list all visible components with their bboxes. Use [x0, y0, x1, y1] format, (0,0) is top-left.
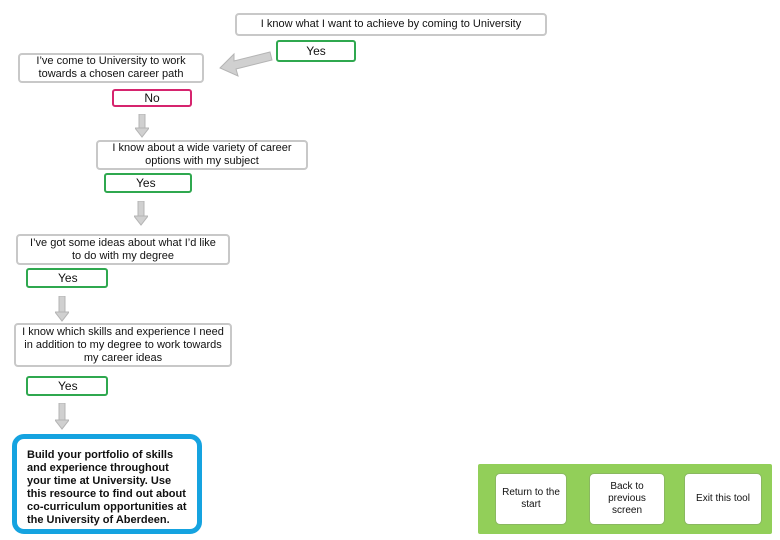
return-to-start-button[interactable]: Return to the start [495, 473, 567, 525]
answer-yes-button[interactable]: Yes [26, 268, 108, 288]
arrow-down-icon [55, 296, 69, 322]
question-skills-experience: I know which skills and experience I need in addition to my degree to work towards my career ideas [14, 323, 232, 367]
answer-yes-button[interactable]: Yes [276, 40, 356, 62]
arrow-down-icon [135, 114, 149, 138]
answer-yes-button[interactable]: Yes [26, 376, 108, 396]
arrow-left-icon [216, 46, 274, 78]
answer-yes-button[interactable]: Yes [104, 173, 192, 193]
outcome-career-path: I’ve come to University to work towards a chosen career path [18, 53, 204, 83]
final-advice: Build your portfolio of skills and experience throughout your time at University. Use this resource to find out about co-curriculum opportunities at the University of Aberdeen. [12, 434, 202, 534]
navigation-panel [478, 464, 772, 534]
arrow-down-icon [134, 201, 148, 226]
question-career-options: I know about a wide variety of career options with my subject [96, 140, 308, 170]
back-to-previous-button[interactable]: Back to previous screen [589, 473, 665, 525]
exit-tool-button[interactable]: Exit this tool [684, 473, 762, 525]
arrow-down-icon [55, 403, 69, 430]
question-degree-ideas: I’ve got some ideas about what I’d like to do with my degree [16, 234, 230, 265]
answer-no-button[interactable]: No [112, 89, 192, 107]
question-achieve-goal: I know what I want to achieve by coming to University [235, 13, 547, 36]
